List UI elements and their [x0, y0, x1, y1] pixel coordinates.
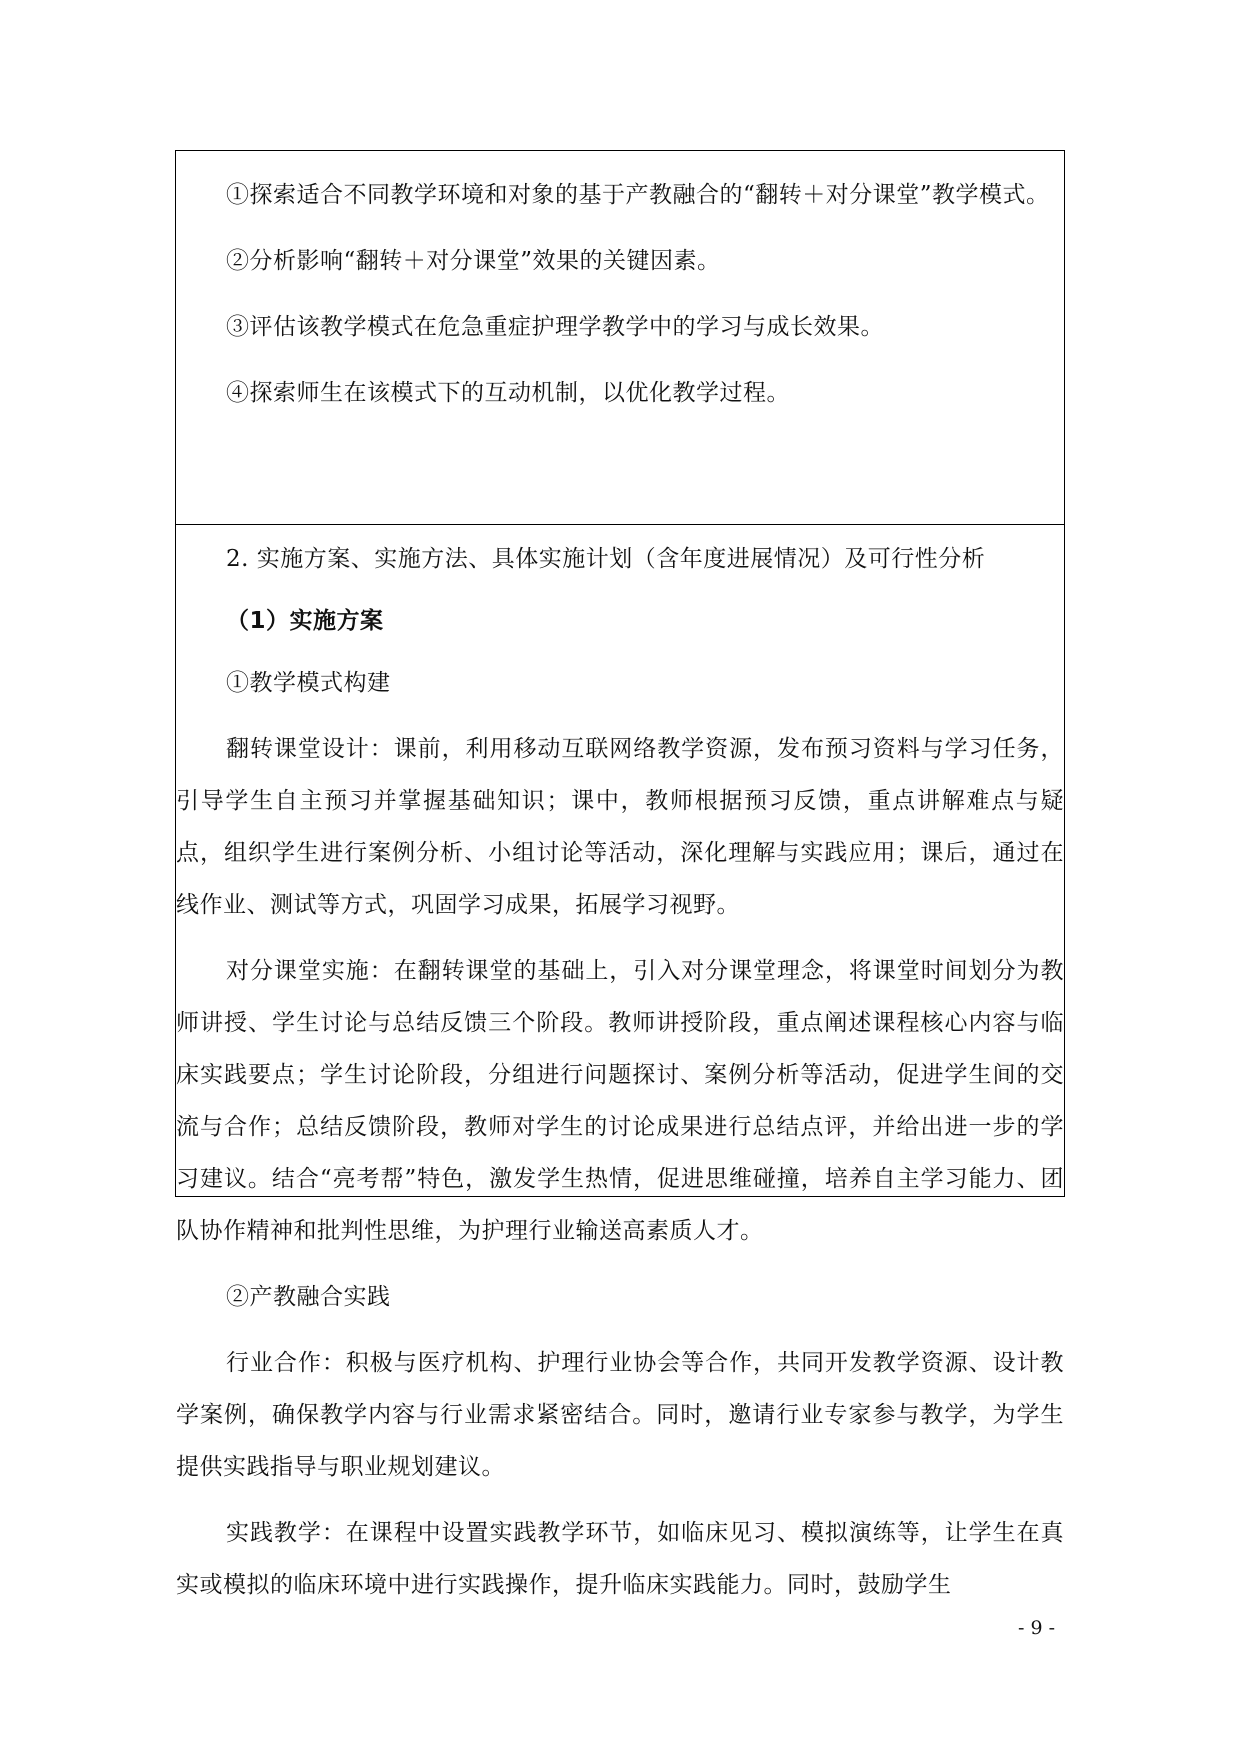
content-table [175, 150, 1065, 1598]
cell-divider [176, 524, 1064, 525]
item1-paragraph-2: 对分课堂实施：在翻转课堂的基础上，引入对分课堂理念，将课堂时间划分为教师讲授、学生讨论与总结反馈三个阶段。教师讲授阶段，重点阐述课程核心内容与临床实践要点；学生讨论阶段，分组进行问题探讨、案例分析等活动，促进学生间的交流与合作；总结反馈阶段，教师对学生的讨论成果进行总结点评，并给出进一步的学习建议。结合“亮考帮”特色，激发学生热情，促进思维碰撞，培养自主学习能力、团队协作精神和批判性思维，为护理行业输送高素质人才。 [176, 958, 1064, 1244]
subheading: （1）实施方案 [226, 608, 384, 634]
objective-3: ③评估该教学模式在危急重症护理学教学中的学习与成长效果。 [226, 314, 884, 340]
item1-paragraph-1: 翻转课堂设计：课前，利用移动互联网络教学资源，发布预习资料与学习任务，引导学生自主预习并掌握基础知识；课中，教师根据预习反馈，重点讲解难点与疑点，组织学生进行案例分析、小组讨论等活动，深化理解与实践应用；课后，通过在线作业、测试等方式，巩固学习成果，拓展学习视野。 [176, 736, 1064, 918]
page-number: - 9 - [1017, 1617, 1055, 1639]
objective-1: ①探索适合不同教学环境和对象的基于产教融合的“翻转＋对分课堂”教学模式。 [226, 182, 1050, 208]
implementation-cell [176, 533, 1064, 1611]
objective-4: ④探索师生在该模式下的互动机制，以优化教学过程。 [226, 380, 790, 406]
item2-paragraph-1: 行业合作：积极与医疗机构、护理行业协会等合作，共同开发教学资源、设计教学案例，确保教学内容与行业需求紧密结合。同时，邀请行业专家参与教学，为学生提供实践指导与职业规划建议。 [176, 1350, 1064, 1480]
objectives-cell [176, 169, 1064, 419]
item2-title: ②产教融合实践 [226, 1284, 391, 1310]
item2-paragraph-2: 实践教学：在课程中设置实践教学环节，如临床见习、模拟演练等，让学生在真实或模拟的临床环境中进行实践操作，提升临床实践能力。同时，鼓励学生 [176, 1520, 1064, 1598]
section-title: 2. 实施方案、实施方法、具体实施计划（含年度进展情况）及可行性分析 [226, 546, 986, 572]
item1-title: ①教学模式构建 [226, 670, 391, 696]
objective-2: ②分析影响“翻转＋对分课堂”效果的关键因素。 [226, 248, 721, 274]
